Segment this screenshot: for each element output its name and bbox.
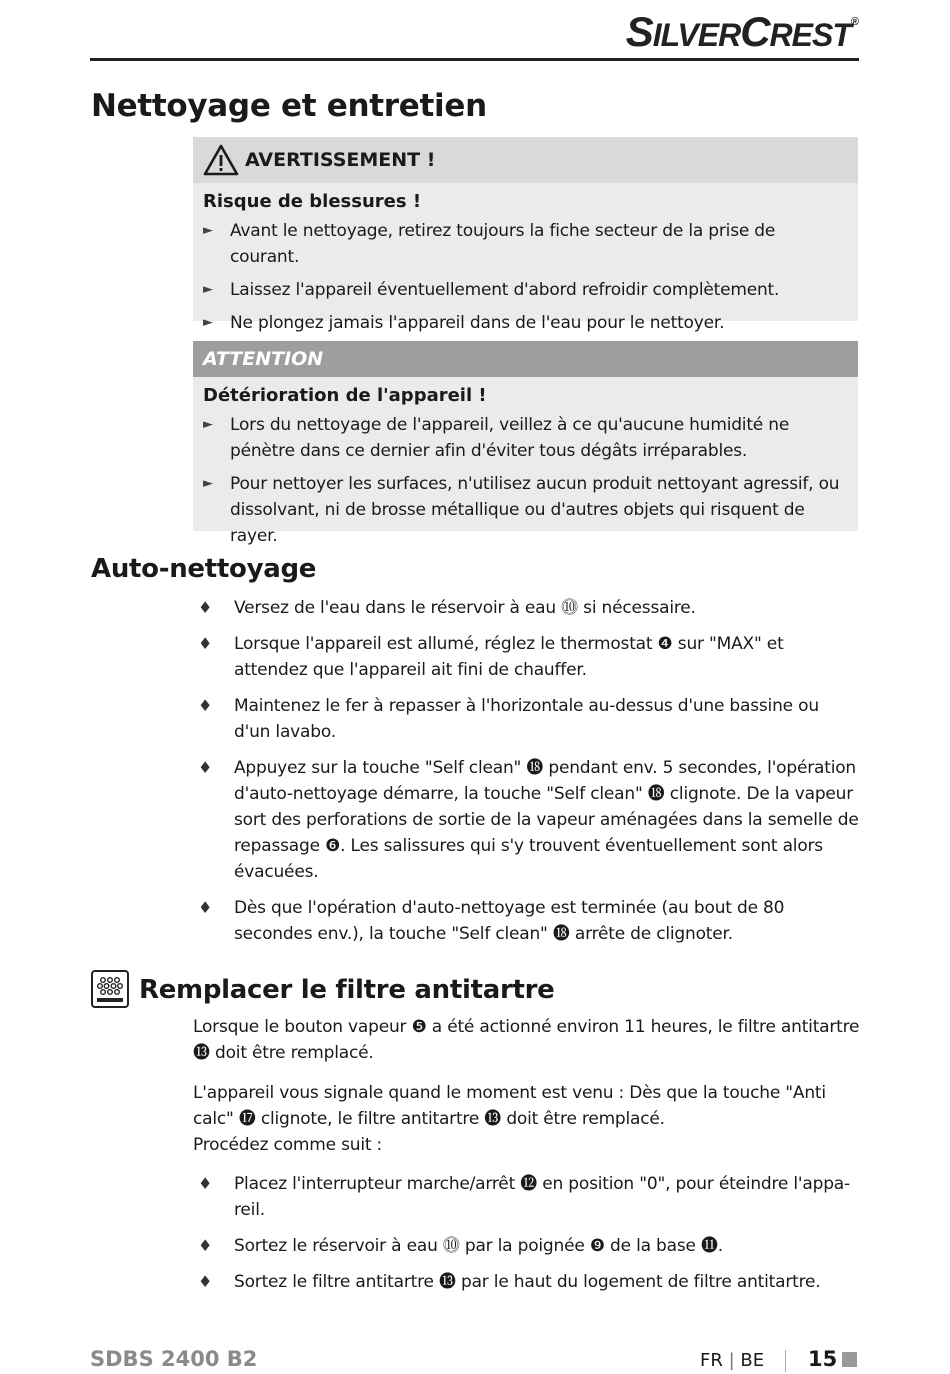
attention-box xyxy=(193,341,858,546)
diamond-bullet-icon: ♦ xyxy=(198,1272,213,1291)
warning-box xyxy=(193,137,858,333)
filter-steps xyxy=(198,1171,860,1305)
arrow-bullet-icon: ► xyxy=(203,315,213,330)
list-item: ► Lors du nettoyage de l'appareil, veillez à ce qu'aucune humidité ne pénètre dans ce dernier afin d'éviter tous dégâts irréparables. xyxy=(203,412,848,464)
arrow-bullet-icon: ► xyxy=(203,476,213,491)
warning-subheading: Risque de blessures ! xyxy=(203,191,422,212)
arrow-bullet-icon: ► xyxy=(203,282,213,297)
warning-triangle-icon xyxy=(203,144,239,176)
page-title: Nettoyage et entretien xyxy=(91,88,487,124)
list-item: ♦ Lorsque l'appareil est allumé, réglez le thermostat ❹ sur "MAX" et attendez que l'appareil ait fini de chauffer. xyxy=(198,631,860,683)
filter-dots-icon xyxy=(93,972,127,1006)
header-rule xyxy=(90,58,859,61)
list-item: ♦ Dès que l'opération d'auto-nettoyage est terminée (au bout de 80 secondes env.), la touche "Self clean" ⓲ arrête de clignoter. xyxy=(198,895,860,947)
diamond-bullet-icon: ♦ xyxy=(198,758,213,777)
filter-paragraph: Lorsque le bouton vapeur ❺ a été actionné environ 11 heures, le filtre antitartre ⓭ doit être remplacé. xyxy=(193,1017,860,1063)
warning-title: AVERTISSEMENT ! xyxy=(245,149,436,171)
filter-icon xyxy=(91,970,129,1008)
diamond-bullet-icon: ♦ xyxy=(198,898,213,917)
warning-header xyxy=(193,137,858,183)
diamond-bullet-icon: ♦ xyxy=(198,598,213,617)
diamond-bullet-icon: ♦ xyxy=(198,634,213,653)
brand-logo: SILVERCREST® xyxy=(625,8,858,55)
list-item: ♦ Sortez le filtre antitartre ⓭ par le haut du logement de filtre antitartre. xyxy=(198,1269,860,1295)
list-item: ♦ Placez l'interrupteur marche/arrêt ⓬ en position "0", pour éteindre l'appa-reil. xyxy=(198,1171,860,1223)
diamond-bullet-icon: ♦ xyxy=(198,1236,213,1255)
diamond-bullet-icon: ♦ xyxy=(198,696,213,715)
list-item: ♦ Sortez le réservoir à eau ⓾ par la poignée ❾ de la base ⓫. xyxy=(198,1233,860,1259)
list-item: ♦ Versez de l'eau dans le réservoir à eau ⓾ si nécessaire. xyxy=(198,595,860,621)
attention-list xyxy=(193,408,858,562)
list-item: ► Laissez l'appareil éventuellement d'abord refroidir complètement. xyxy=(203,277,848,303)
footer-model: SDBS 2400 B2 xyxy=(90,1347,258,1371)
attention-subheading: Détérioration de l'appareil ! xyxy=(203,385,487,406)
list-item: ► Ne plongez jamais l'appareil dans de l'eau pour le nettoyer. xyxy=(203,310,848,336)
self-clean-steps xyxy=(198,595,860,957)
section-title-filter: Remplacer le filtre antitartre xyxy=(139,975,555,1005)
list-item: ♦ Appuyez sur la touche "Self clean" ⓲ pendant env. 5 secondes, l'opération d'auto-nettoyage démarre, la touche "Self clean" ⓲ clignote. De la vapeur sort des perforations de sortie de la vapeur aménagées dans la semelle de repassage ❻. Les salissures qui s'y trouvent éventuellement sont alors évacuées. xyxy=(198,755,860,885)
arrow-bullet-icon: ► xyxy=(203,417,213,432)
list-item: ► Pour nettoyer les surfaces, n'utilisez aucun produit nettoyant agressif, ou dissolvant, ni de brosse métallique ou d'autres objets qui risquent de rayer. xyxy=(203,471,848,549)
footer-languages: FR | BE xyxy=(700,1350,765,1371)
page-number: 15 xyxy=(808,1347,838,1371)
attention-header xyxy=(193,341,858,377)
arrow-bullet-icon: ► xyxy=(203,223,213,238)
attention-title: ATTENTION xyxy=(203,348,324,370)
filter-paragraph: L'appareil vous signale quand le moment est venu : Dès que la touche "Anti calc" ⓱ clignote, le filtre antitartre ⓭ doit être remplacé. xyxy=(193,1083,826,1129)
footer-square-icon xyxy=(842,1352,857,1367)
footer-divider xyxy=(785,1350,786,1372)
warning-list xyxy=(193,214,858,349)
list-item: ♦ Maintenez le fer à repasser à l'horizontale au-dessus d'une bassine ou d'un lavabo. xyxy=(198,693,860,745)
filter-paragraph: Procédez comme suit : xyxy=(193,1135,383,1155)
diamond-bullet-icon: ♦ xyxy=(198,1174,213,1193)
list-item: ► Avant le nettoyage, retirez toujours la fiche secteur de la prise de courant. xyxy=(203,218,848,270)
section-title-self-clean: Auto-nettoyage xyxy=(91,554,317,584)
